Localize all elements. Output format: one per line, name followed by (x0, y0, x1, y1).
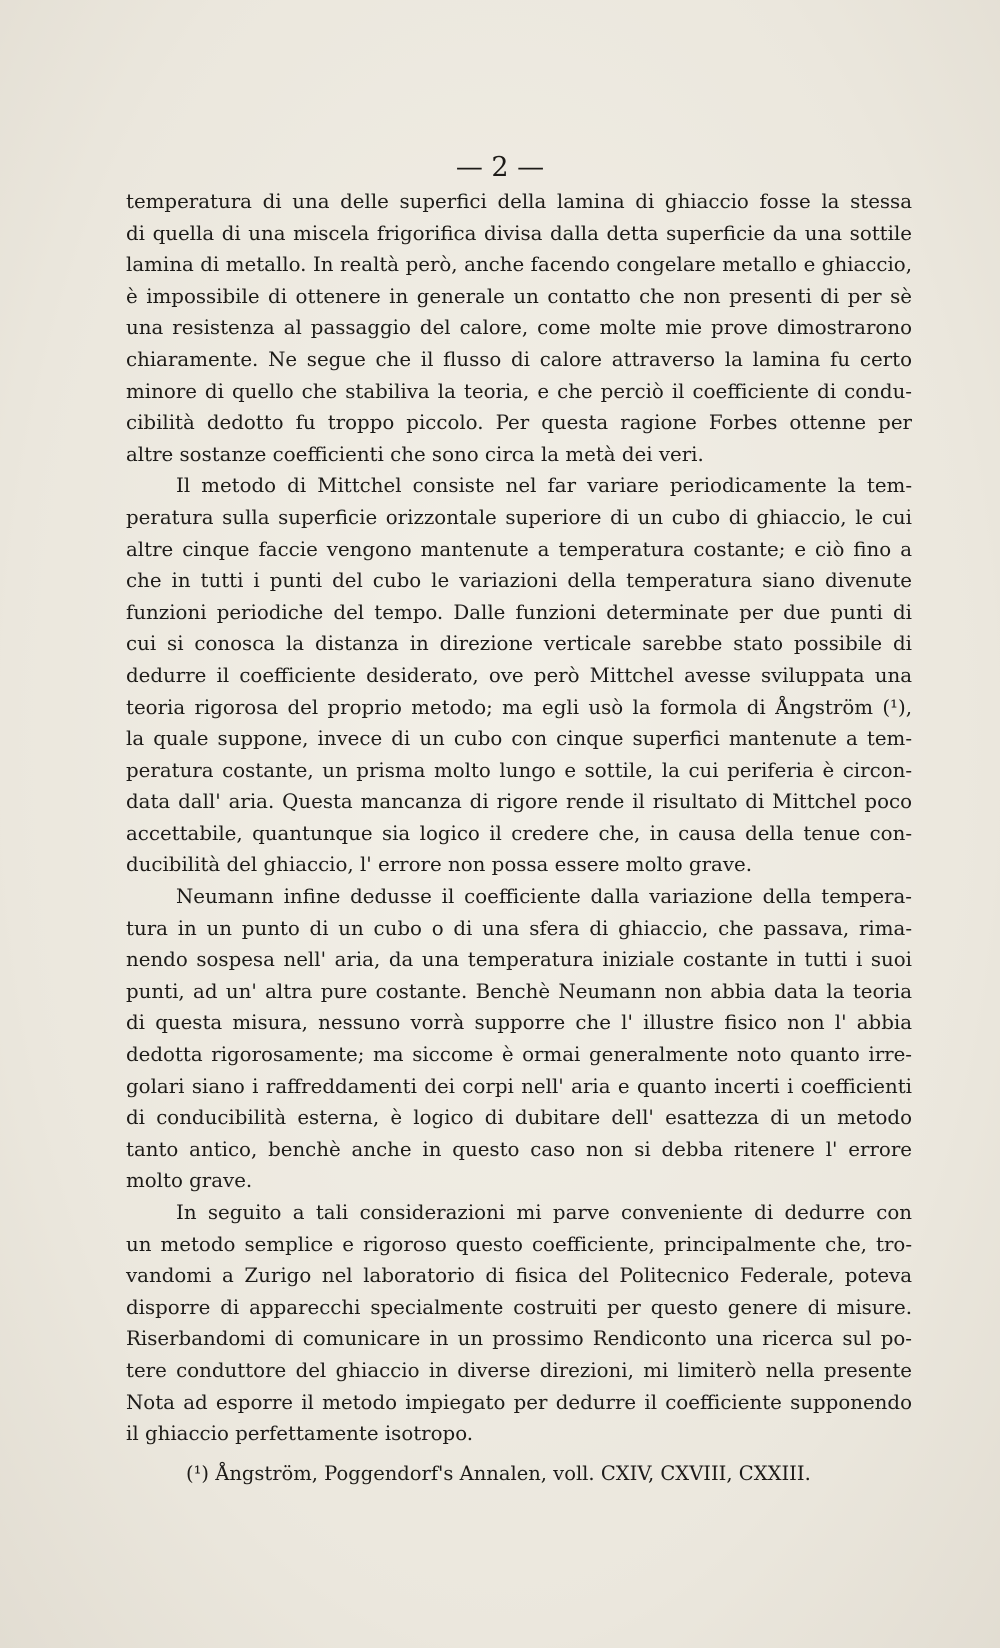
text-line: lamina di metallo. In realtà però, anche facendo congelare metallo e ghiaccio, (126, 253, 912, 277)
body-text (126, 186, 912, 1450)
text-line: accettabile, quantunque sia logico il credere che, in causa della tenue con- (126, 821, 912, 845)
text-line: disporre di apparecchi specialmente costruiti per questo genere di misure. (126, 1295, 912, 1319)
text-line: tura in un punto di un cubo o di una sfera di ghiaccio, che passava, rima- (126, 916, 912, 940)
text-line: punti, ad un' altra pure costante. Benchè Neumann non abbia data la teoria (126, 979, 912, 1003)
text-line: che in tutti i punti del cubo le variazioni della temperatura siano divenute (126, 569, 912, 593)
text-line: Riserbandomi di comunicare in un prossimo Rendiconto una ricerca sul po- (126, 1327, 912, 1351)
text-line: ducibilità del ghiaccio, l' errore non possa essere molto grave. (126, 853, 753, 877)
text-line: una resistenza al passaggio del calore, come molte mie prove dimostrarono (126, 316, 912, 340)
text-line: minore di quello che stabiliva la teoria, e che perciò il coefficiente di condu- (126, 379, 912, 403)
text-line: tere conduttore del ghiaccio in diverse direzioni, mi limiterò nella presente (126, 1358, 912, 1382)
text-line: peratura costante, un prisma molto lungo e sottile, la cui periferia è circon- (126, 758, 912, 782)
footnote-marker: (¹) (186, 1462, 210, 1485)
text-line: temperatura di una delle superfici della lamina di ghiaccio fosse la stessa (126, 190, 912, 213)
text-line: il ghiaccio perfettamente isotropo. (126, 1422, 474, 1446)
text-line: peratura sulla superficie orizzontale superiore di un cubo di ghiaccio, le cui (126, 505, 912, 529)
text-line: di questa misura, nessuno vorrà supporre che l' illustre fisico non l' abbia (126, 1011, 912, 1035)
footnote-text: Ångström, Poggendorf's Annalen, voll. CXIV, CXVIII, CXXIII. (215, 1462, 811, 1485)
text-line: In seguito a tali considerazioni mi parve conveniente di dedurre con (176, 1201, 912, 1224)
text-line: un metodo semplice e rigoroso questo coefficiente, principalmente che, tro- (126, 1232, 912, 1256)
text-line: data dall' aria. Questa mancanza di rigore rende il risultato di Mittchel poco (126, 790, 912, 814)
text-line: altre cinque faccie vengono mantenute a temperatura costante; e ciò fino a (126, 537, 912, 561)
text-line: dedotta rigorosamente; ma siccome è ormai generalmente noto quanto irre- (126, 1043, 912, 1067)
text-line: di quella di una miscela frigorifica divisa dalla detta superficie da una sottile (126, 221, 912, 245)
footnote (186, 1462, 811, 1485)
text-line: nendo sospesa nell' aria, da una temperatura iniziale costante in tutti i suoi (126, 948, 912, 972)
text-line: Neumann infine dedusse il coefficiente dalla variazione della tempera- (176, 885, 912, 909)
text-line: cui si conosca la distanza in direzione verticale sarebbe stato possibile di (126, 632, 912, 656)
text-line: altre sostanze coefficienti che sono circa la metà dei veri. (126, 442, 704, 466)
text-line: cibilità dedotto fu troppo piccolo. Per questa ragione Forbes ottenne per (126, 411, 912, 435)
text-line: di conducibilità esterna, è logico di dubitare dell' esattezza di un metodo (126, 1106, 912, 1130)
text-line: la quale suppone, invece di un cubo con cinque superfici mantenute a tem- (126, 727, 912, 751)
text-line: vandomi a Zurigo nel laboratorio di fisica del Politecnico Federale, poteva (126, 1264, 912, 1288)
text-line: Nota ad esporre il metodo impiegato per dedurre il coefficiente supponendo (126, 1390, 912, 1414)
text-line: molto grave. (126, 1169, 253, 1193)
text-line: golari siano i raffreddamenti dei corpi nell' aria e quanto incerti i coefficienti (126, 1074, 912, 1098)
text-line: tanto antico, benchè anche in questo caso non si debba ritenere l' errore (126, 1137, 912, 1161)
text-line: teoria rigorosa del proprio metodo; ma egli usò la formola di Ångström (¹), (126, 695, 912, 719)
text-line: chiaramente. Ne segue che il flusso di calore attraverso la lamina fu certo (126, 347, 912, 371)
text-line: Il metodo di Mittchel consiste nel far variare periodicamente la tem- (176, 474, 912, 498)
page-number: — 2 — (455, 152, 545, 183)
text-line: è impossibile di ottenere in generale un contatto che non presenti di per sè (126, 284, 912, 308)
text-line: funzioni periodiche del tempo. Dalle funzioni determinate per due punti di (126, 600, 912, 624)
text-line: dedurre il coefficiente desiderato, ove però Mittchel avesse sviluppata una (126, 663, 912, 687)
